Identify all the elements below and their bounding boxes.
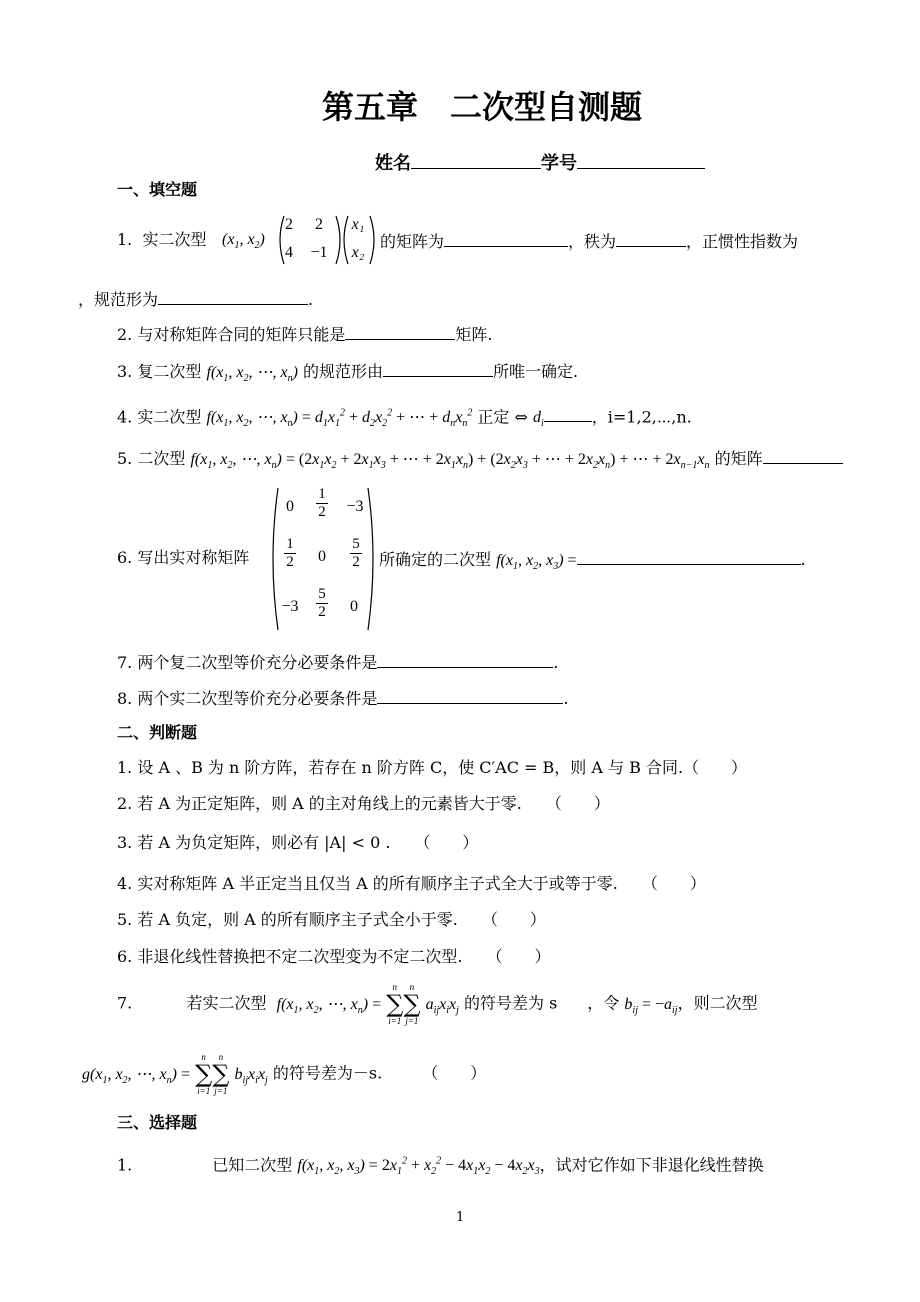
q6-m31: −3 xyxy=(281,598,299,615)
fill-q6-rest: 所确定的二次型 $f(x_1$, $x_2$, $x_3$) = . xyxy=(379,550,806,573)
q1-m11: 2 xyxy=(285,216,293,233)
fill-q7: 7. 两个复二次型等价充分必要条件是 . xyxy=(117,653,559,672)
q6-m12: $\frac{1}{2}$ xyxy=(312,486,332,521)
fill-q8: 8. 两个实二次型等价充分必要条件是 . xyxy=(117,689,569,708)
q1-v2: x₂ xyxy=(351,244,365,261)
fill-q6-label: 6. 写出实对称矩阵 xyxy=(117,548,250,567)
q6-m33: 0 xyxy=(350,598,358,615)
q6-m11: 0 xyxy=(286,498,294,515)
judge-j6: 6. 非退化线性替换把不定二次型变为不定二次型. （ ） xyxy=(117,947,551,966)
judge-j1: 1. 设 A 、B 为 n 阶方阵，若存在 n 阶方阵 C，使 C′AC = B，则 A 与 B 合同.（ ） xyxy=(117,758,748,777)
page-title: 第五章 二次型自测题 xyxy=(322,88,643,126)
judge-j2: 2. 若 A 为正定矩阵，则 A 的主对角线上的元素皆大于零. （ ） xyxy=(117,794,610,813)
fill-q4: 4. 实二次型 $f(x_1$, $x_2$, ⋯, $x_n) = d_1x_1^2 + d_2x_2^2$ + ⋯ + $d_nx_n^2$ 正定 ⇔ $d_i$ ，i=1,2,⋯,n. xyxy=(117,407,692,430)
q6-m23: $\frac{5}{2}$ xyxy=(346,536,366,571)
q1-m12: 2 xyxy=(315,216,323,233)
q6-m21: $\frac{1}{2}$ xyxy=(280,536,300,571)
choice-c1: 1. 已知二次型 $f(x_1$, $x_2$, $x_3) = 2x_1^2 + x_2^2 - 4x_1x_2 - 4x_2x_3$，试对它作如下非退化线性替换 xyxy=(117,1155,764,1178)
fill-q1: 1. 实二次型 xyxy=(117,230,207,249)
q1-rest2: ，规范形为 . xyxy=(78,290,314,309)
name-field[interactable] xyxy=(375,152,705,174)
q6-m22: 0 xyxy=(318,548,326,565)
judge-j7-cont: $g(x_1$, $x_2$, ⋯, $x_n$) = n ∑ i=1 n ∑ j=1 $b_{ij}x_ix_j$ 的符号差为－s. （ ） xyxy=(82,1052,487,1096)
q1-vars: ($x_1$, $x_2$) xyxy=(222,231,265,252)
q6-m32: $\frac{5}{2}$ xyxy=(312,586,332,621)
section-fill: 一、填空题 xyxy=(117,180,198,199)
section-choice: 三、选择题 xyxy=(117,1113,198,1132)
judge-j4: 4. 实对称矩阵 A 半正定当且仅当 A 的所有顺序主子式全大于或等于零. （ ） xyxy=(117,874,706,893)
judge-j5: 5. 若 A 负定，则 A 的所有顺序主子式全小于零. （ ） xyxy=(117,910,546,929)
q1-m22: −1 xyxy=(310,244,328,261)
id-label: 学号 xyxy=(541,153,577,174)
q1-rest: 的矩阵为 ，秩为 ，正惯性指数为 xyxy=(380,232,799,251)
judge-j3: 3. 若 A 为负定矩阵，则必有 |A| < 0 . （ ） xyxy=(117,833,479,852)
fill-q5: 5. 二次型 $f(x_1$, $x_2$, ⋯, $x_n) = (2x_1x_2 + 2x_1x_3$ + ⋯ + $2x_1x_n) + (2x_2x_3$ + ⋯ + $2x_2x_n$) + ⋯ + $2x_{n-1}x_n$ 的矩阵 xyxy=(117,447,843,476)
fill-q2: 2. 与对称矩阵合同的矩阵只能是 矩阵. xyxy=(117,325,493,344)
section-judge: 二、判断题 xyxy=(117,723,198,742)
q1-m21: 4 xyxy=(285,244,293,261)
q1-v1: x₁ xyxy=(351,216,365,233)
name-label: 姓名 xyxy=(375,153,411,174)
page-number: 1 xyxy=(456,1210,465,1225)
judge-j7: 7. 若实二次型 $f(x_1$, $x_2$, ⋯, $x_n$) = n ∑ i=1 n ∑ j=1 $a_{ij}x_ix_j$ 的符号差为 s ，令 $b_{ij} = -a_{ij}$，则二次型 xyxy=(117,982,758,1026)
q6-m13: −3 xyxy=(346,498,364,515)
fill-q3: 3. 复二次型 $f(x_1$, $x_2$, ⋯, $x_n$) 的规范形由 所唯一确定. xyxy=(117,362,579,385)
